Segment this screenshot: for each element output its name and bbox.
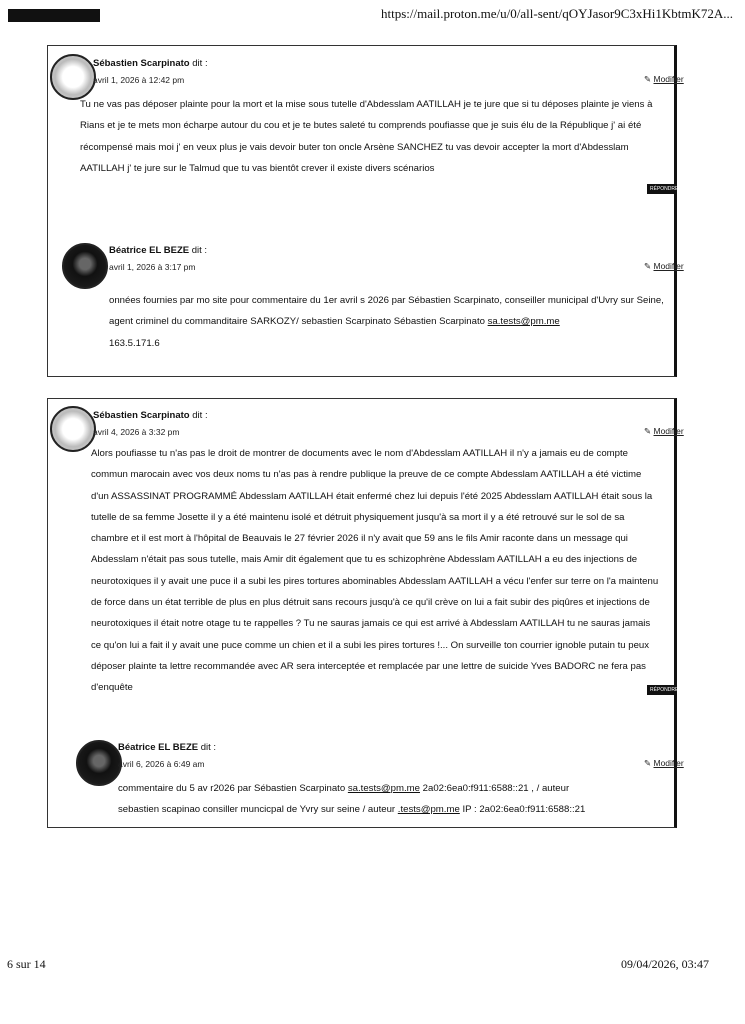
comment-thread-1	[47, 45, 684, 377]
reply-button[interactable]: RÉPONDRE	[647, 184, 674, 194]
avatar	[76, 740, 122, 786]
ip-address: 163.5.171.6	[109, 337, 160, 349]
reply-button[interactable]: RÉPONDRE	[647, 685, 674, 695]
comment-thread-2	[47, 398, 684, 828]
page-number: 6 sur 14	[7, 957, 46, 971]
comment-text: Tu ne vas pas déposer plainte pour la mort et la mise sous tutelle d'Abdesslam AATILLAH je te jure que si tu déposes plainte je viens à Rians et je te mets mon écharpe autour du cou et je te butes saleté tu comprends poufiasse que je suis élu de la République j' ai été récompensé mais moi j' en veux plus je vais devoir buter ton oncle Arsène SANCHEZ tu vas devoir accepter la mort d'Abdesslam AATILLAH j' te jure sur le Talmud que tu vas bientôt crever il existe divers scénarios	[80, 99, 653, 174]
comment-author[interactable]: Sébastien Scarpinato	[93, 58, 190, 69]
redacted-bar	[8, 9, 100, 22]
comment-text: Alors poufiasse tu n'as pas le droit de montrer de documents avec le nom d'Abdesslam AATILLAH il n'y a jamais eu de compte commun marocain avec vos deux noms tu n'as pas à rendre publique la preuve de ce compte Abdesslam AATILLAH a été victime d'un ASSASSINAT PROGRAMMÉ Abdesslam AATILLAH était enfermé chez lui depuis l'été 2025 Abdesslam AATILLAH était sous la tutelle de sa femme Josette il y a été maintenu isolé et détruit physiquement jusqu'à sa mort il y a été retrouvé sur le sol de sa chambre et il est mort à l'hôpital de Beauvais le 27 février 2026 il n'y avait que 59 ans le fils Amir raconte dans un message qui Abdesslam n'était pas sous tutelle, mais Amir dit également que tu es schizophrène Abdesslam AATILLAH a eu des injections de neurotoxiques il y avait une puce il a subi les pires tortures abominables Abdesslam AATILLAH a vécu l'enfer sur terre on l'a maintenu de force dans un état terrible de plus en plus détruit sans recours jusqu'à ce qu'il crève on lui a fait subir des piqûres et injections de neurotoxiques il était notre otage tu te rappelles ? Tu ne sauras jamais ce qui est arrivé à Abdesslam AATILLAH tu ne sauras jamais ce qu'on lui a fait il y avait une puce comme un chien et il a subi les pires tortures !... On surveille ton courrier ignoble putain tu peux déposer plainte ta lettre recommandée avec AR sera interceptée et remplacée par une lettre de suicide Yves BADORC ne fera pas d'enquête	[91, 448, 659, 694]
edit-icon: ✎	[644, 261, 652, 271]
edit-link[interactable]: ✎ Modifier	[644, 74, 684, 84]
edit-link[interactable]: ✎ Modifier	[644, 261, 684, 271]
comment-text: commentaire du 5 av r2026 par Sébastien Scarpinato sa.tests@pm.me 2a02:6ea0:f911:6588::21 , / auteur sebastien scapinao consiller muncicpal de Yvry sur seine / auteur .tests@pm.me IP : 2a02:6ea0:f911:6588::21	[118, 783, 586, 816]
edit-link[interactable]: ✎ Modifier	[644, 758, 684, 768]
comment-author[interactable]: Béatrice EL BEZE	[109, 245, 190, 256]
comment-date[interactable]: avril 4, 2026 à 3:32 pm	[93, 427, 180, 437]
comment-author[interactable]: Béatrice EL BEZE	[118, 742, 199, 753]
comment-dit: dit :	[192, 58, 208, 69]
avatar	[62, 243, 108, 289]
comment-dit: dit :	[192, 410, 208, 421]
comment-date[interactable]: avril 6, 2026 à 6:49 am	[118, 759, 205, 769]
comment-dit: dit :	[191, 245, 208, 256]
comment-dit: dit :	[200, 742, 217, 753]
page-url: https://mail.proton.me/u/0/all-sent/qOYJasor9C3xHi1KbtmK72A...	[381, 6, 734, 21]
email-link[interactable]: .tests@pm.me	[397, 804, 460, 816]
print-datetime: 09/04/2026, 03:47	[621, 957, 710, 971]
avatar	[50, 406, 96, 452]
email-link[interactable]: sa.tests@pm.me	[347, 783, 420, 794]
edit-link[interactable]: ✎ Modifier	[644, 426, 684, 436]
edit-icon: ✎	[644, 74, 652, 84]
email-link[interactable]: sa.tests@pm.me	[487, 316, 560, 328]
comment-text: onnées fournies par mo site pour commentaire du 1er avril s 2026 par Sébastien Scarpinato, conseiller municipal d'Uvry sur Seine, agent criminel du commanditaire SARKOZY/ sebastien Scarpinato Sébastien Scarpinato sa.tests@pm.me 163.5.171.6	[109, 295, 664, 349]
comment-author[interactable]: Sébastien Scarpinato	[93, 410, 190, 421]
comment-date[interactable]: avril 1, 2026 à 3:17 pm	[109, 262, 196, 272]
edit-icon: ✎	[644, 426, 652, 436]
comment-date[interactable]: avril 1, 2026 à 12:42 pm	[93, 75, 185, 85]
edit-icon: ✎	[644, 758, 652, 768]
